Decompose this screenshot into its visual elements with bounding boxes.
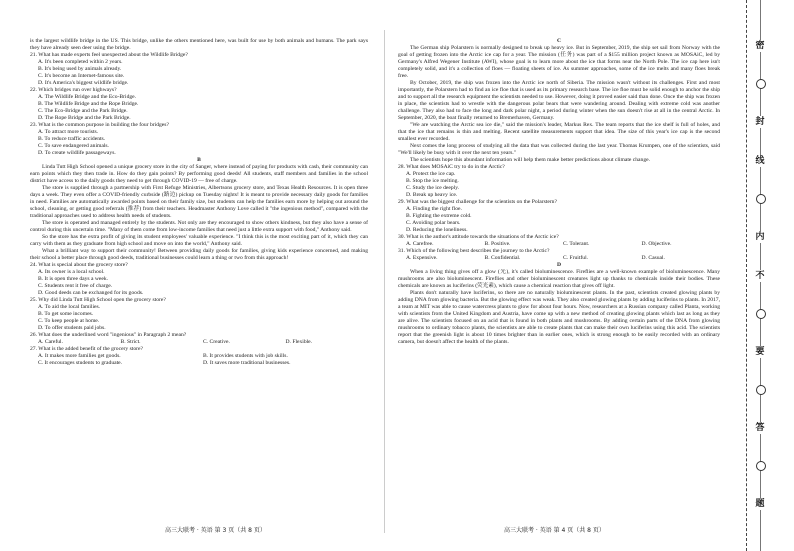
- option: B. It is open three days a week.: [38, 276, 109, 282]
- option: D. To create wildlife passageways.: [38, 150, 116, 156]
- option: C. Avoiding polar bears.: [406, 220, 461, 226]
- option: C. Tolerant.: [563, 241, 590, 247]
- circle-mark-icon: [756, 385, 766, 395]
- option: B. It provides students with job skills.: [203, 353, 288, 359]
- seal-char: 要: [755, 347, 765, 357]
- option: A. It makes more families get goods.: [38, 353, 121, 359]
- passage-b-paragraph: What a brilliant way to support their community! Between providing daily goods for families, giving kids experience concerned, and making their school a better place through good deeds, traditional businesses could learn a thing or two from this approach!: [30, 248, 368, 261]
- passage-b-paragraph: The store is supplied through a partnership with First Refuge Ministries, Albertsons grocery store, and Texas Health Resources. It is open three days a week. They even offer a COVID-friendly curbside (路边) pickup on Tuesday nights! It is meant to provide necessary daily goods for families in need. Families are automatically awarded points based on their family size, but students can help the families earn more by helping out around the school, cleaning, or getting good referrals (推荐) from their teachers. Headmaster Anthony Love called it "the ingenious method", compared with the traditional approaches used to address health needs of students.: [30, 185, 368, 219]
- option: A. To aid the local families.: [38, 304, 101, 310]
- question-25: 25. Why did Linda Tutt High School open the grocery store?: [30, 297, 166, 303]
- passage-b-paragraph: So the store has the extra profit of giving its student employees' valuable experience. "I think this is the most exciting part of it, which they can carry with them as they graduate from high school and move on into the world," Anthony said.: [30, 234, 368, 247]
- page-footer-right: 高三大联考 · 英语 第 4 页（共 8 页）: [504, 527, 605, 534]
- question-24: 24. What is special about the grocery store?: [30, 262, 128, 268]
- option: D. Reducing the loneliness.: [406, 227, 468, 233]
- option: A. Its owner is a local school.: [38, 269, 105, 275]
- passage-b-paragraph: Linda Tutt High School opened a unique grocery store in the city of Sanger, where instead of paying for products with cash, their community can earn points which they then trade in. How do they gain points? By performing good deeds! All students, staff members and families in the school district have access to the daily goods they need to get through COVID-19 — free of charge.: [30, 164, 368, 184]
- option-row: [30, 360, 368, 367]
- option: D. It's America's biggest wildlife bridge.: [38, 80, 129, 86]
- question-22: 22. Which bridges run over highways?: [30, 87, 117, 93]
- option: D. Break up heavy ice.: [406, 192, 458, 198]
- binding-margin: [738, 0, 778, 551]
- option: C. Creative.: [203, 339, 230, 345]
- option: C. It encourages students to graduate.: [38, 360, 123, 366]
- option-row: [30, 339, 368, 346]
- question-28: 28. What does MOSAiC try to do in the Arctic?: [398, 164, 505, 170]
- option: C. Fruitful.: [563, 255, 589, 261]
- passage-c-paragraph: "We are watching the Arctic sea ice die," said the mission's leader, Markus Rex. The team reports that the ice shelf is full of holes, and that the ice that remains is thin and melting. Recent satellite measurements support that idea. The size of this year's ice cap is the second smallest ever recorded.: [398, 122, 720, 142]
- passage-d-paragraph: When a living thing gives off a glow (光), it's called bioluminescence. Fireflies are a well-known example of bioluminescence. Many mushrooms are also bioluminescent. Fireflies and other bioluminescent creatures light up thanks to chemicals inside their bodies. These chemicals are known as luciferins (荧光素), which cause a chemical reaction that gives off light.: [398, 269, 720, 289]
- option: D. It saves more traditional businesses.: [203, 360, 291, 366]
- seal-line-text: [755, 40, 766, 510]
- option: B. Positive.: [484, 241, 511, 247]
- cut-line: [746, 0, 747, 551]
- option: A. The Wildlife Bridge and the Eco-Bridge.: [38, 94, 137, 100]
- question-21: 21. What has made experts feel unexpected about the Wildlife Bridge?: [30, 52, 188, 58]
- option: A. Careful.: [38, 339, 64, 345]
- section-b-heading: B: [197, 157, 201, 163]
- option: B. Strict.: [120, 339, 141, 345]
- seal-char: 答: [755, 423, 765, 433]
- option: C. It's become an Internet-famous site.: [38, 73, 125, 79]
- option: C. To save endangered animals.: [38, 143, 109, 149]
- option: B. Stop the ice melting.: [406, 178, 459, 184]
- option: A. Carefree.: [406, 241, 434, 247]
- passage-c-paragraph: By October, 2019, the ship was frozen into the Arctic ice north of Siberia. The mission wasn't without its challenges. First and most importantly, the Polarstern had to find an ice floe that is used as its primary research base. The ice floe must be solid enough to anchor the ship and to support all the research equipment the scientists needed to use. However, doing it proved easier said than done. Once the ship was frozen in place, the scientists had to wrestle with the dangerous polar bears that were wandering around. Dealing with extreme cold was another challenge. They also had to face the long and dark polar night, a period during winter when the sun doesn't rise at all in the central Arctic. In September, 2020, the boat finally returned to Bremerhaven, Germany.: [398, 80, 720, 121]
- option: D. The Rope Bridge and the Park Bridge.: [38, 115, 131, 121]
- option: A. Expensive.: [406, 255, 438, 261]
- option: C. Study the ice deeply.: [406, 185, 460, 191]
- option: D. Flexible.: [285, 339, 313, 345]
- section-d-heading: D: [556, 262, 562, 268]
- question-31: 31. Which of the following best describes the journey to the Arctic?: [398, 248, 550, 254]
- option: B. To reduce traffic accidents.: [38, 136, 106, 142]
- option: D. To offer students paid jobs.: [38, 325, 106, 331]
- option: B. It's being used by animals already.: [38, 66, 122, 72]
- option: B. To get some incomes.: [38, 311, 94, 317]
- seal-char: 密: [755, 41, 765, 51]
- question-23: 23. What is the common purpose in building the four bridges?: [30, 122, 169, 128]
- question-26: 26. What does the underlined word "ingenious" in Paragraph 2 mean?: [30, 332, 187, 338]
- option: A. Finding the right floe.: [406, 206, 462, 212]
- question-27: 27. What is the added benefit of the grocery store?: [30, 346, 143, 352]
- option: D. Casual.: [641, 255, 665, 261]
- option: C. The Eco-Bridge and the Park Bridge.: [38, 108, 128, 114]
- option: B. Confidential.: [484, 255, 521, 261]
- option: A. It's been completed within 2 years.: [38, 59, 123, 65]
- right-column: [398, 38, 720, 524]
- left-column: [30, 38, 368, 524]
- circle-mark-icon: [756, 194, 766, 204]
- circle-mark-icon: [756, 309, 766, 319]
- passage-c-paragraph: The German ship Polarstern is normally designed to break up heavy ice. But in September, 2019, the ship set sail from Norway with the goal of getting frozen into the Arctic ice cap for a year. The mission (任务) was part of a $155 million project known as MOSAiC, led by Germany's Alfred Wegener Institute (AWI), whose goal is to learn more about the ice that forms near the North Pole. The ice cap here isn't completely solid, and it's a collection of floes — floating sheets of ice. As summer approaches, some of the ice melts and many floes break free.: [398, 45, 720, 79]
- seal-char: 封: [755, 117, 765, 127]
- passage-c-paragraph: The scientists hope this abundant information will help them make better predictions about climate change.: [410, 157, 650, 163]
- seal-char: 内: [755, 232, 765, 242]
- passage-a-ending: is the largest wildlife bridge in the US. This bridge, unlike the others mentioned here, was built for use by both animals and humans. The park says they have already seen deer using the bridge.: [30, 38, 368, 51]
- option-row: [398, 241, 720, 248]
- seal-char: 线: [755, 156, 765, 166]
- option: B. Fighting the extreme cold.: [406, 213, 472, 219]
- passage-b-paragraph: The store is operated and managed entirely by the students. Not only are they encouraged to show others kindness, but they also have a sense of control during this uncertain time. "Many of them come from low-income families that need just a little extra support with food," Anthony said.: [30, 220, 368, 233]
- seal-char: 不: [755, 271, 765, 281]
- page-footer-left: 高三大联考 · 英语 第 3 页（共 8 页）: [165, 527, 266, 534]
- option: C. Students rent it free of charge.: [38, 283, 113, 289]
- option: D. Good deeds can be exchanged for its goods.: [38, 290, 144, 296]
- section-c-heading: C: [556, 38, 562, 44]
- option-row: [398, 255, 720, 262]
- circle-mark-icon: [756, 461, 766, 471]
- option: C. To keep people at home.: [38, 318, 100, 324]
- question-29: 29. What was the biggest challenge for the scientists on the Polarstern?: [398, 199, 557, 205]
- column-divider: [384, 30, 385, 533]
- seal-char: 题: [755, 499, 765, 509]
- passage-d-paragraph: Plants don't naturally have luciferins, so there are no naturally bioluminescent plants. In the past, scientists created glowing plants by adding DNA from glowing bacteria. But the glowing effect was weak. They also created glowing plants by adding luciferins to plants. In 2017, a team at MIT was able to cause watercress plants to glow for about four hours. Now, researchers at a Russian company called Planta, working with scientists from the United Kingdom and Austria, have come up with a new method of creating glowing plants which last as long as they are alive. The scientists focused on an acid that is found in both plants and mushrooms. By adding certain parts of the DNA from glowing mushrooms to ordinary tobacco plants, the scientists are able to create plants that can make their own luciferins using this acid. The scientists report that the greenish light is about 10 times brighter than in earlier ones, which is strong enough to be easily recorded with an ordinary camera, but doesn't affect the health of the plants.: [398, 290, 720, 345]
- option: A. Protect the ice cap.: [406, 171, 456, 177]
- passage-c-paragraph: Next comes the long process of studying all the data that was collected during the last year. Thomas Krumpen, one of the scientists, said "We'll likely be busy with it over the next ten years.": [398, 143, 720, 156]
- circle-mark-icon: [756, 79, 766, 89]
- option-row: [30, 353, 368, 360]
- option: D. Objective.: [641, 241, 672, 247]
- option: B. The Wildlife Bridge and the Rope Bridge.: [38, 101, 139, 107]
- option: A. To attract more tourists.: [38, 129, 99, 135]
- question-30: 30. What is the author's attitude towards the situations of the Arctic ice?: [398, 234, 559, 240]
